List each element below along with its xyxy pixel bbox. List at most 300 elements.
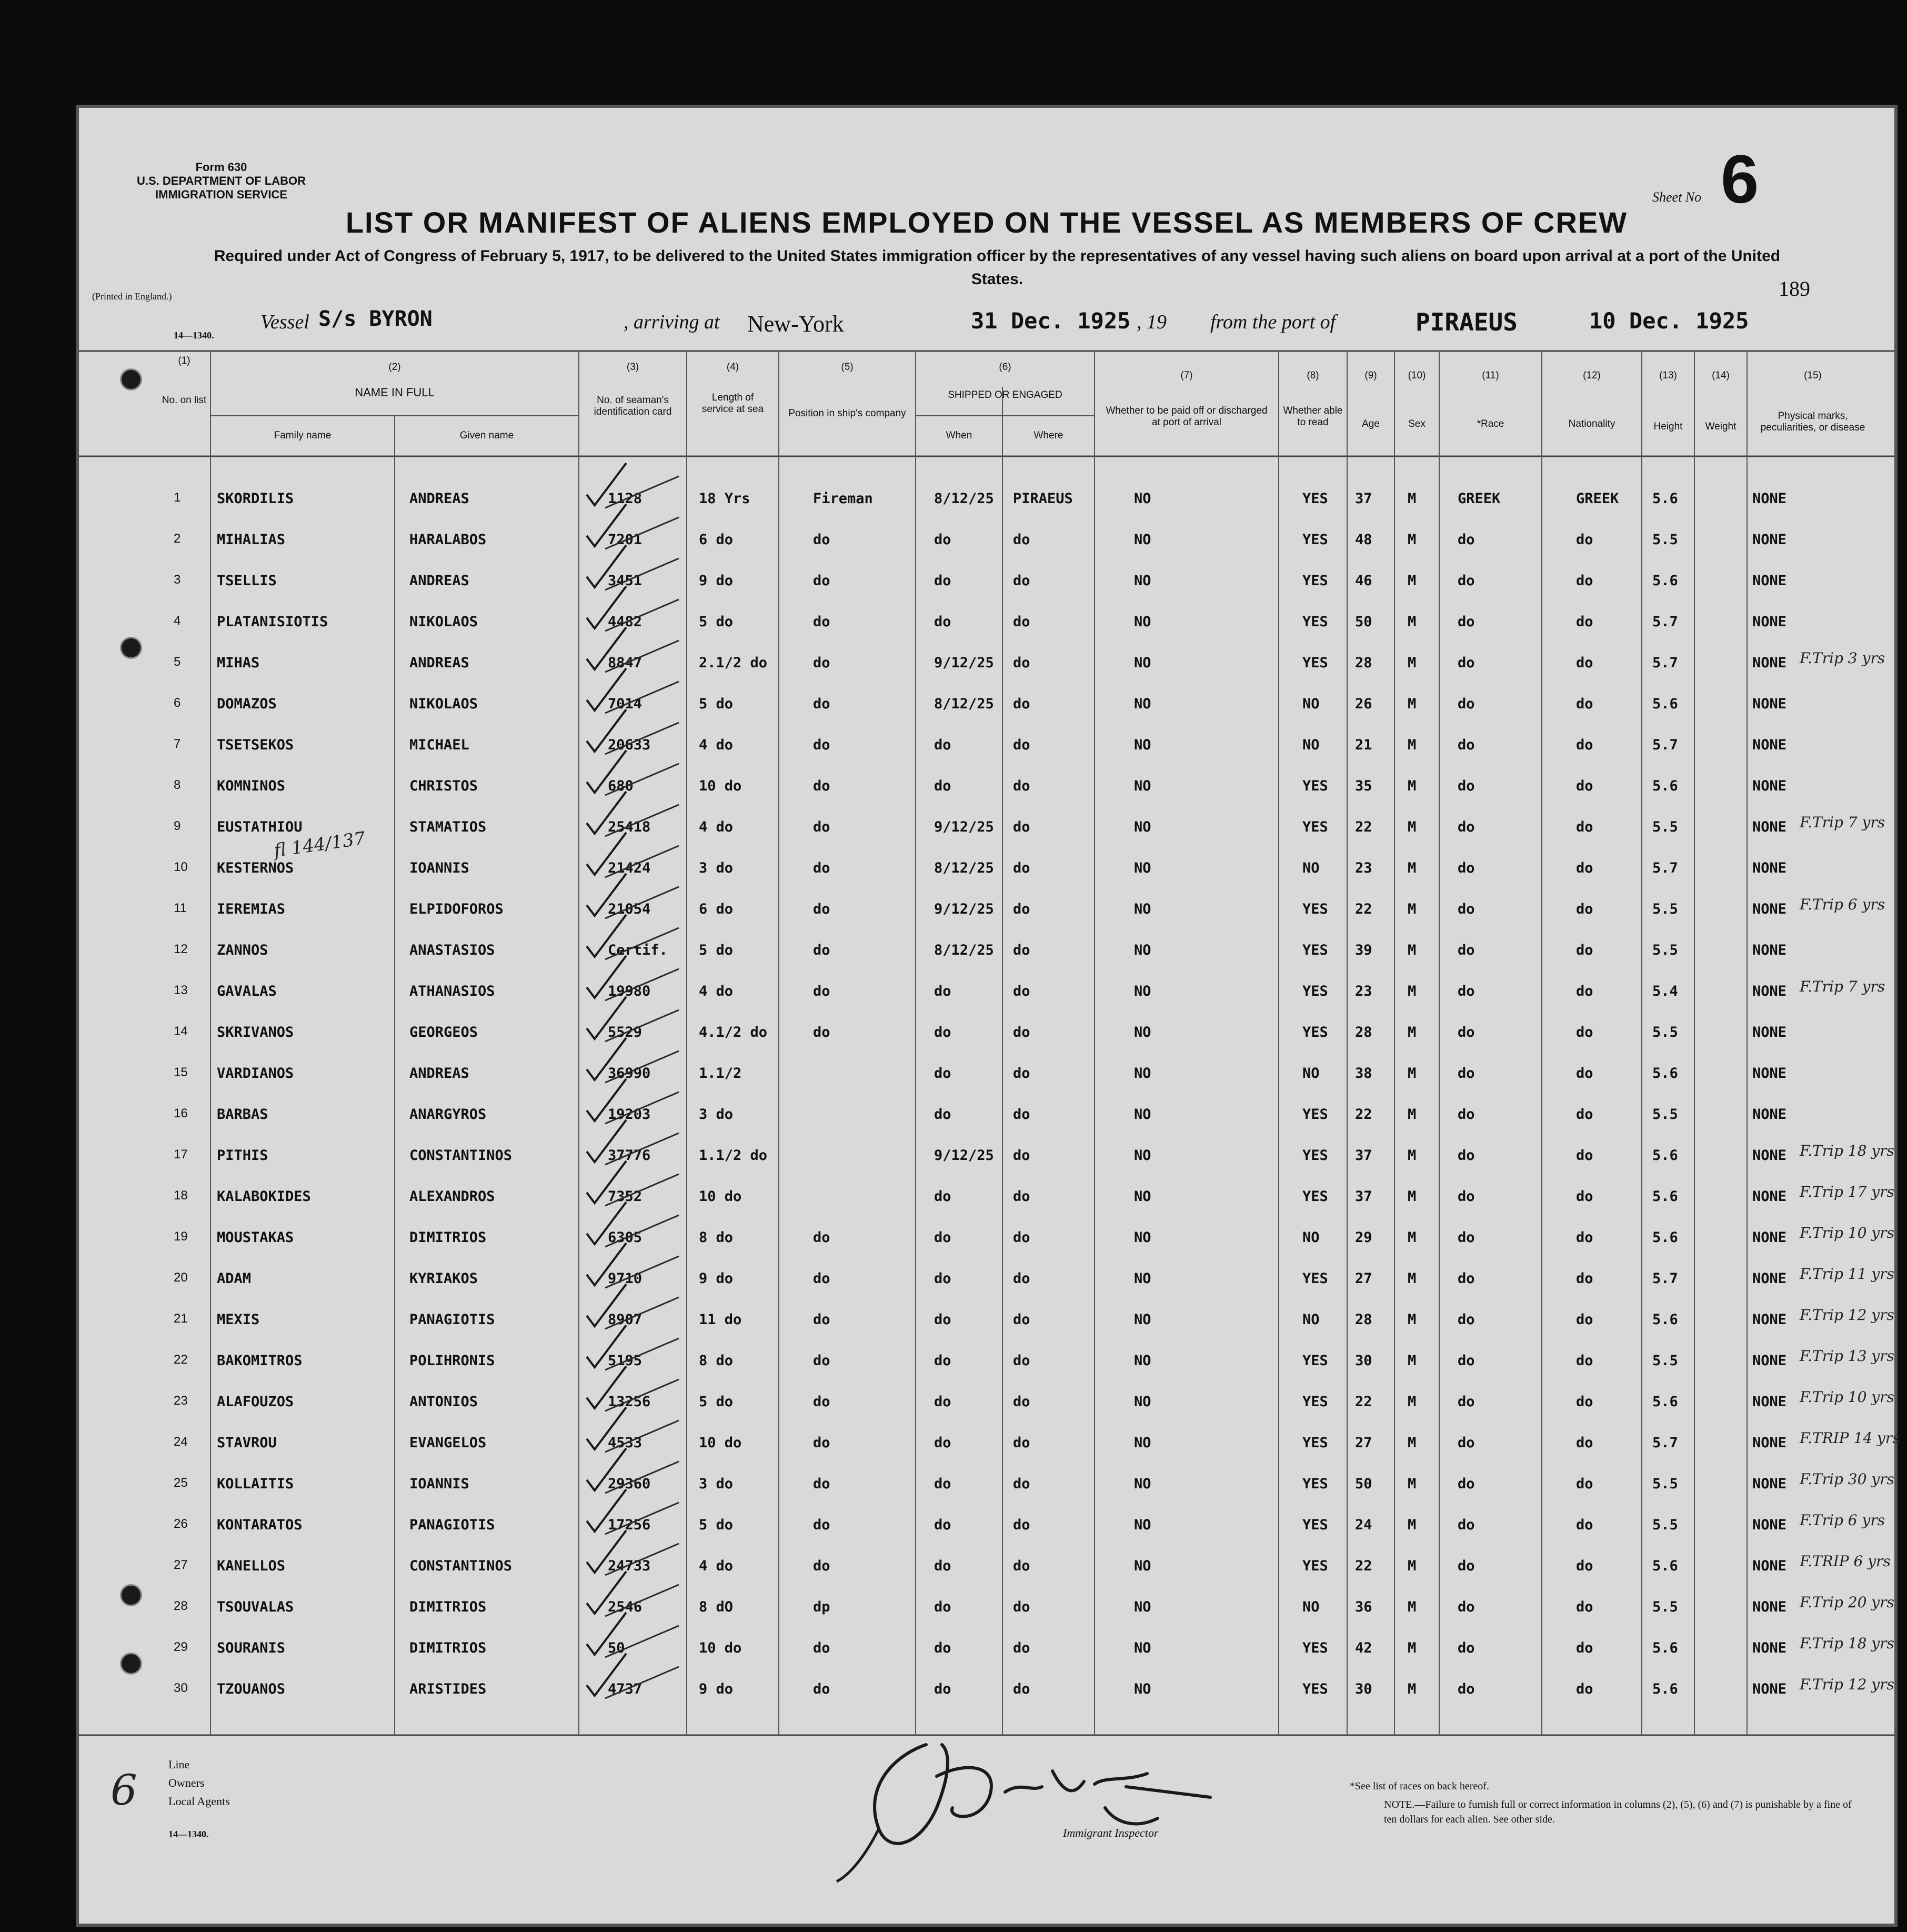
form-number: Form 630 xyxy=(195,161,247,174)
height: 5.4 xyxy=(1652,983,1678,999)
age: 50 xyxy=(1355,614,1372,630)
able-to-read: YES xyxy=(1302,1270,1328,1287)
height: 5.6 xyxy=(1652,573,1678,589)
race: do xyxy=(1458,1435,1475,1451)
manifest-sheet xyxy=(79,108,1900,1924)
card-number: 680 xyxy=(608,778,634,794)
shipped-where: do xyxy=(1013,1435,1030,1451)
race: do xyxy=(1458,1353,1475,1369)
race-note: *See list of races on back hereof. xyxy=(1350,1780,1489,1792)
col-5-header: Position in ship's company xyxy=(788,408,906,419)
able-to-read: NO xyxy=(1302,1229,1320,1246)
shipped-where: do xyxy=(1013,1640,1030,1656)
ship-position: Fireman xyxy=(813,490,873,507)
shipped-when: 9/12/25 xyxy=(934,901,994,917)
card-number: 7352 xyxy=(608,1188,643,1205)
given-name: NIKOLAOS xyxy=(409,696,478,712)
sex: M xyxy=(1408,1476,1417,1492)
service-length: 8 dO xyxy=(699,1599,734,1615)
height: 5.5 xyxy=(1652,1106,1678,1123)
service-length: 2.1/2 do xyxy=(699,655,768,671)
row-number: 15 xyxy=(174,1065,188,1079)
age: 46 xyxy=(1355,573,1372,589)
sex: M xyxy=(1408,737,1417,753)
shipped-where: do xyxy=(1013,860,1030,876)
race: do xyxy=(1458,778,1475,794)
physical-marks: NONE xyxy=(1752,819,1787,835)
shipped-when: do xyxy=(934,1188,951,1205)
race: do xyxy=(1458,696,1475,712)
family-name: BAKOMITROS xyxy=(217,1353,303,1369)
row-number: 25 xyxy=(174,1476,188,1490)
family-name: MIHALIAS xyxy=(217,532,286,548)
row-number: 22 xyxy=(174,1353,188,1367)
physical-marks: NONE xyxy=(1752,860,1787,876)
shipped-where: do xyxy=(1013,901,1030,917)
service-length: 4 do xyxy=(699,737,734,753)
shipped-when: 9/12/25 xyxy=(934,655,994,671)
paid-off: NO xyxy=(1134,573,1151,589)
physical-marks: NONE xyxy=(1752,1640,1787,1656)
card-number: 29360 xyxy=(608,1476,651,1492)
service-length: 5 do xyxy=(699,942,734,958)
able-to-read: YES xyxy=(1302,1435,1328,1451)
height: 5.6 xyxy=(1652,696,1678,712)
paid-off: NO xyxy=(1134,819,1151,835)
nationality: do xyxy=(1576,901,1593,917)
card-number: 7014 xyxy=(608,696,643,712)
owners-label: Owners xyxy=(168,1776,205,1789)
card-number: 19980 xyxy=(608,983,651,999)
given-name: CONSTANTINOS xyxy=(409,1558,513,1574)
sex: M xyxy=(1408,1353,1417,1369)
col-13-header: Height xyxy=(1653,421,1683,432)
age: 28 xyxy=(1355,1024,1372,1040)
race: do xyxy=(1458,1065,1475,1082)
age: 22 xyxy=(1355,1394,1372,1410)
age: 24 xyxy=(1355,1517,1372,1533)
height: 5.5 xyxy=(1652,942,1678,958)
ship-position: do xyxy=(813,1312,830,1328)
trip-note: F.Trip 6 yrs xyxy=(1800,896,1885,913)
shipped-when: do xyxy=(934,1476,951,1492)
physical-marks: NONE xyxy=(1752,1229,1787,1246)
nationality: do xyxy=(1576,1681,1593,1697)
age: 38 xyxy=(1355,1065,1372,1082)
family-name: TZOUANOS xyxy=(217,1681,286,1697)
given-name: EVANGELOS xyxy=(409,1435,487,1451)
paid-off: NO xyxy=(1134,1065,1151,1082)
height: 5.6 xyxy=(1652,490,1678,507)
shipped-where: do xyxy=(1013,696,1030,712)
physical-marks: NONE xyxy=(1752,778,1787,794)
nationality: do xyxy=(1576,1106,1593,1123)
trip-note: F.Trip 30 yrs xyxy=(1800,1470,1894,1488)
paid-off: NO xyxy=(1134,1188,1151,1205)
trip-note: F.Trip 10 yrs xyxy=(1800,1224,1894,1242)
service-length: 10 do xyxy=(699,778,742,794)
shipped-when: do xyxy=(934,1435,951,1451)
shipped-where: do xyxy=(1013,1599,1030,1615)
sex: M xyxy=(1408,696,1417,712)
shipped-when: do xyxy=(934,1312,951,1328)
service-length: 10 do xyxy=(699,1188,742,1205)
sex: M xyxy=(1408,1229,1417,1246)
col-4-number: (4) xyxy=(726,362,739,373)
punch-hole xyxy=(120,368,142,391)
col-7-header: Whether to be paid off or discharged at port of arrival xyxy=(1106,405,1268,428)
row-number: 18 xyxy=(174,1188,188,1203)
race: do xyxy=(1458,1024,1475,1040)
card-number: 13256 xyxy=(608,1394,651,1410)
height: 5.6 xyxy=(1652,1681,1678,1697)
physical-marks: NONE xyxy=(1752,1394,1787,1410)
vessel-name: S/s BYRON xyxy=(318,307,433,331)
shipped-when: do xyxy=(934,778,951,794)
trip-note: F.TRIP 6 yrs xyxy=(1800,1553,1891,1570)
family-name: PLATANISIOTIS xyxy=(217,614,328,630)
height: 5.7 xyxy=(1652,1270,1678,1287)
family-name: PITHIS xyxy=(217,1147,268,1164)
able-to-read: YES xyxy=(1302,490,1328,507)
age: 35 xyxy=(1355,778,1372,794)
row-number: 21 xyxy=(174,1312,188,1326)
paid-off: NO xyxy=(1134,1229,1151,1246)
col-7-number: (7) xyxy=(1180,370,1193,381)
shipped-when: do xyxy=(934,573,951,589)
ship-position: do xyxy=(813,901,830,917)
ship-position: do xyxy=(813,696,830,712)
service-length: 18 Yrs xyxy=(699,490,750,507)
ship-position: do xyxy=(813,614,830,630)
shipped-where: do xyxy=(1013,1147,1030,1164)
shipped-when: 9/12/25 xyxy=(934,1147,994,1164)
race: do xyxy=(1458,573,1475,589)
col-3-header: No. of seaman's identification card xyxy=(594,395,672,417)
able-to-read: YES xyxy=(1302,1558,1328,1574)
shipped-where: do xyxy=(1013,1106,1030,1123)
family-name: TSETSEKOS xyxy=(217,737,294,753)
card-number: 20633 xyxy=(608,737,651,753)
trip-note: F.Trip 18 yrs xyxy=(1800,1142,1894,1159)
given-name: POLIHRONIS xyxy=(409,1353,495,1369)
sex: M xyxy=(1408,1599,1417,1615)
card-number: 37776 xyxy=(608,1147,651,1164)
able-to-read: YES xyxy=(1302,1024,1328,1040)
able-to-read: YES xyxy=(1302,1188,1328,1205)
family-name: KALABOKIDES xyxy=(217,1188,311,1205)
able-to-read: YES xyxy=(1302,1394,1328,1410)
paid-off: NO xyxy=(1134,778,1151,794)
paid-off: NO xyxy=(1134,942,1151,958)
nationality: do xyxy=(1576,778,1593,794)
row-number: 17 xyxy=(174,1147,188,1162)
age: 27 xyxy=(1355,1435,1372,1451)
card-number: 6305 xyxy=(608,1229,643,1246)
shipped-when: do xyxy=(934,614,951,630)
able-to-read: YES xyxy=(1302,1476,1328,1492)
shipped-when: do xyxy=(934,1558,951,1574)
shipped-where: do xyxy=(1013,1188,1030,1205)
able-to-read: NO xyxy=(1302,1599,1320,1615)
line-label: Line xyxy=(168,1758,190,1771)
given-name: HARALABOS xyxy=(409,532,487,548)
col-10-number: (10) xyxy=(1408,370,1426,381)
table-row xyxy=(79,1587,1894,1627)
race: do xyxy=(1458,983,1475,999)
race: do xyxy=(1458,1681,1475,1697)
given-name: GEORGEOS xyxy=(409,1024,478,1040)
race: do xyxy=(1458,614,1475,630)
trip-note: F.Trip 6 yrs xyxy=(1800,1511,1885,1529)
age: 36 xyxy=(1355,1599,1372,1615)
physical-marks: NONE xyxy=(1752,532,1787,548)
row-number: 27 xyxy=(174,1558,188,1572)
able-to-read: NO xyxy=(1302,696,1320,712)
service-length: 8 do xyxy=(699,1353,734,1369)
height: 5.6 xyxy=(1652,1188,1678,1205)
race: do xyxy=(1458,737,1475,753)
physical-marks: NONE xyxy=(1752,1106,1787,1123)
age: 50 xyxy=(1355,1476,1372,1492)
given-name: CONSTANTINOS xyxy=(409,1147,513,1164)
sex: M xyxy=(1408,1640,1417,1656)
shipped-where: do xyxy=(1013,614,1030,630)
service-length: 4 do xyxy=(699,819,734,835)
shipped-where: do xyxy=(1013,819,1030,835)
table-row xyxy=(79,766,1894,806)
height: 5.5 xyxy=(1652,1024,1678,1040)
nationality: do xyxy=(1576,1599,1593,1615)
sex: M xyxy=(1408,778,1417,794)
paid-off: NO xyxy=(1134,1312,1151,1328)
table-row xyxy=(79,1095,1894,1134)
card-number: 7201 xyxy=(608,532,643,548)
trip-note: F.Trip 7 yrs xyxy=(1800,814,1885,831)
table-row xyxy=(79,1423,1900,1463)
physical-marks: NONE xyxy=(1752,1435,1787,1451)
service-length: 4.1/2 do xyxy=(699,1024,768,1040)
able-to-read: YES xyxy=(1302,614,1328,630)
trip-note: F.Trip 10 yrs xyxy=(1800,1388,1894,1406)
table-row xyxy=(79,602,1894,642)
sex: M xyxy=(1408,1270,1417,1287)
able-to-read: NO xyxy=(1302,1065,1320,1082)
age: 29 xyxy=(1355,1229,1372,1246)
service-length: 10 do xyxy=(699,1435,742,1451)
trip-note: F.Trip 12 yrs xyxy=(1800,1676,1894,1693)
row-number: 26 xyxy=(174,1517,188,1531)
family-name-header: Family name xyxy=(274,430,332,441)
family-name: IEREMIAS xyxy=(217,901,286,917)
row-number: 16 xyxy=(174,1106,188,1120)
family-name: EUSTATHIOU xyxy=(217,819,303,835)
table-row xyxy=(79,848,1894,888)
ship-position: do xyxy=(813,737,830,753)
height: 5.6 xyxy=(1652,1394,1678,1410)
sex: M xyxy=(1408,573,1417,589)
height: 5.6 xyxy=(1652,1640,1678,1656)
ship-position: do xyxy=(813,819,830,835)
family-name: TSOUVALAS xyxy=(217,1599,294,1615)
race: do xyxy=(1458,1229,1475,1246)
family-name: GAVALAS xyxy=(217,983,277,999)
paid-off: NO xyxy=(1134,1024,1151,1040)
physical-marks: NONE xyxy=(1752,1188,1787,1205)
height: 5.6 xyxy=(1652,1312,1678,1328)
able-to-read: YES xyxy=(1302,1106,1328,1123)
printed-note: (Printed in England.) xyxy=(92,291,172,302)
table-row xyxy=(79,1300,1894,1339)
able-to-read: YES xyxy=(1302,1640,1328,1656)
shipped-where: do xyxy=(1013,1024,1030,1040)
race: do xyxy=(1458,1147,1475,1164)
row-number: 14 xyxy=(174,1024,188,1038)
sex: M xyxy=(1408,1106,1417,1123)
paid-off: NO xyxy=(1134,614,1151,630)
sex: M xyxy=(1408,1147,1417,1164)
height: 5.5 xyxy=(1652,1517,1678,1533)
shipped-when: do xyxy=(934,1065,951,1082)
paid-off: NO xyxy=(1134,655,1151,671)
card-number: 1128 xyxy=(608,490,643,507)
card-number: 36990 xyxy=(608,1065,651,1082)
table-row xyxy=(79,1054,1894,1093)
shipped-when: 9/12/25 xyxy=(934,819,994,835)
service-name: IMMIGRATION SERVICE xyxy=(155,188,287,201)
sex: M xyxy=(1408,1681,1417,1697)
given-name: STAMATIOS xyxy=(409,819,487,835)
nationality: do xyxy=(1576,1024,1593,1040)
race: do xyxy=(1458,532,1475,548)
shipped-when: do xyxy=(934,1270,951,1287)
table-row xyxy=(79,561,1894,600)
form-code: 14—1340. xyxy=(174,330,214,341)
shipped-where: do xyxy=(1013,1229,1030,1246)
col-4-header: Length of service at sea xyxy=(701,392,764,415)
given-name: ANDREAS xyxy=(409,1065,469,1082)
age: 23 xyxy=(1355,983,1372,999)
service-length: 6 do xyxy=(699,532,734,548)
trip-note: F.Trip 18 yrs xyxy=(1800,1635,1894,1652)
col-8-number: (8) xyxy=(1307,370,1319,381)
card-number: 25418 xyxy=(608,819,651,835)
age: 21 xyxy=(1355,737,1372,753)
sex: M xyxy=(1408,819,1417,835)
page-subtitle: Required under Act of Congress of February 5, 1917, to be delivered to the United States immigration officer by the representatives of any vessel having such aliens on board upon arrival at a port of the United States. xyxy=(214,247,1781,288)
shipped-when: do xyxy=(934,1640,951,1656)
shipped-when: 8/12/25 xyxy=(934,696,994,712)
able-to-read: YES xyxy=(1302,983,1328,999)
page-number: 189 xyxy=(1779,277,1810,301)
trip-note: F.Trip 20 yrs xyxy=(1800,1594,1894,1611)
paid-off: NO xyxy=(1134,1106,1151,1123)
col-15-header: Physical marks, peculiarities, or disease xyxy=(1760,411,1865,433)
given-name: KYRIAKOS xyxy=(409,1270,478,1287)
table-row xyxy=(79,930,1894,970)
ship-position: do xyxy=(813,655,830,671)
sex: M xyxy=(1408,1558,1417,1574)
ship-position: do xyxy=(813,1353,830,1369)
inspector-signature xyxy=(831,1724,1410,1892)
row-number: 9 xyxy=(174,819,181,833)
sex: M xyxy=(1408,655,1417,671)
physical-marks: NONE xyxy=(1752,655,1787,671)
card-number: 4737 xyxy=(608,1681,643,1697)
nationality: do xyxy=(1576,1188,1593,1205)
shipped-where: do xyxy=(1013,983,1030,999)
physical-marks: NONE xyxy=(1752,1147,1787,1164)
table-row xyxy=(79,1177,1894,1216)
physical-marks: NONE xyxy=(1752,1599,1787,1615)
given-name: ALEXANDROS xyxy=(409,1188,495,1205)
able-to-read: YES xyxy=(1302,1681,1328,1697)
shipped-when: 8/12/25 xyxy=(934,942,994,958)
physical-marks: NONE xyxy=(1752,696,1787,712)
race: do xyxy=(1458,860,1475,876)
page-title: LIST OR MANIFEST OF ALIENS EMPLOYED ON THE VESSEL AS MEMBERS OF CREW xyxy=(345,206,1628,239)
service-length: 5 do xyxy=(699,696,734,712)
ship-position: do xyxy=(813,1024,830,1040)
shipped-when: do xyxy=(934,1024,951,1040)
row-number: 13 xyxy=(174,983,188,997)
shipped-where: do xyxy=(1013,1476,1030,1492)
paid-off: NO xyxy=(1134,1435,1151,1451)
height: 5.7 xyxy=(1652,1435,1678,1451)
ship-position: do xyxy=(813,1640,830,1656)
service-length: 9 do xyxy=(699,1270,734,1287)
able-to-read: NO xyxy=(1302,737,1320,753)
card-number: 50 xyxy=(608,1640,625,1656)
service-length: 10 do xyxy=(699,1640,742,1656)
physical-marks: NONE xyxy=(1752,1681,1787,1697)
card-number: 8907 xyxy=(608,1312,643,1328)
sex: M xyxy=(1408,1024,1417,1040)
ship-position: do xyxy=(813,1517,830,1533)
race: do xyxy=(1458,1106,1475,1123)
trip-note: F.TRIP 14 yrs xyxy=(1800,1429,1900,1447)
sex: M xyxy=(1408,983,1417,999)
nationality: do xyxy=(1576,1312,1593,1328)
row-number: 12 xyxy=(174,942,188,956)
physical-marks: NONE xyxy=(1752,490,1787,507)
corner-mark: 6 xyxy=(111,1766,137,1815)
sex: M xyxy=(1408,942,1417,958)
family-name: KOMNINOS xyxy=(217,778,286,794)
card-number: 19203 xyxy=(608,1106,651,1123)
physical-marks: NONE xyxy=(1752,942,1787,958)
sex: M xyxy=(1408,1065,1417,1082)
shipped-when: do xyxy=(934,1517,951,1533)
table-row xyxy=(79,479,1894,518)
paid-off: NO xyxy=(1134,1558,1151,1574)
family-name: ZANNOS xyxy=(217,942,268,958)
local-agents-label: Local Agents xyxy=(168,1795,230,1808)
trip-note: F.Trip 13 yrs xyxy=(1800,1347,1894,1365)
col-10-header: Sex xyxy=(1408,418,1426,429)
table-row xyxy=(79,684,1894,724)
table-row xyxy=(79,1546,1894,1586)
given-name: MICHAEL xyxy=(409,737,469,753)
family-name: ALAFOUZOS xyxy=(217,1394,294,1410)
col-1-header: No. on list xyxy=(162,395,207,406)
sex: M xyxy=(1408,1188,1417,1205)
given-name: ANDREAS xyxy=(409,490,469,507)
race: do xyxy=(1458,1270,1475,1287)
paid-off: NO xyxy=(1134,1353,1151,1369)
family-name: KANELLOS xyxy=(217,1558,286,1574)
age: 23 xyxy=(1355,860,1372,876)
